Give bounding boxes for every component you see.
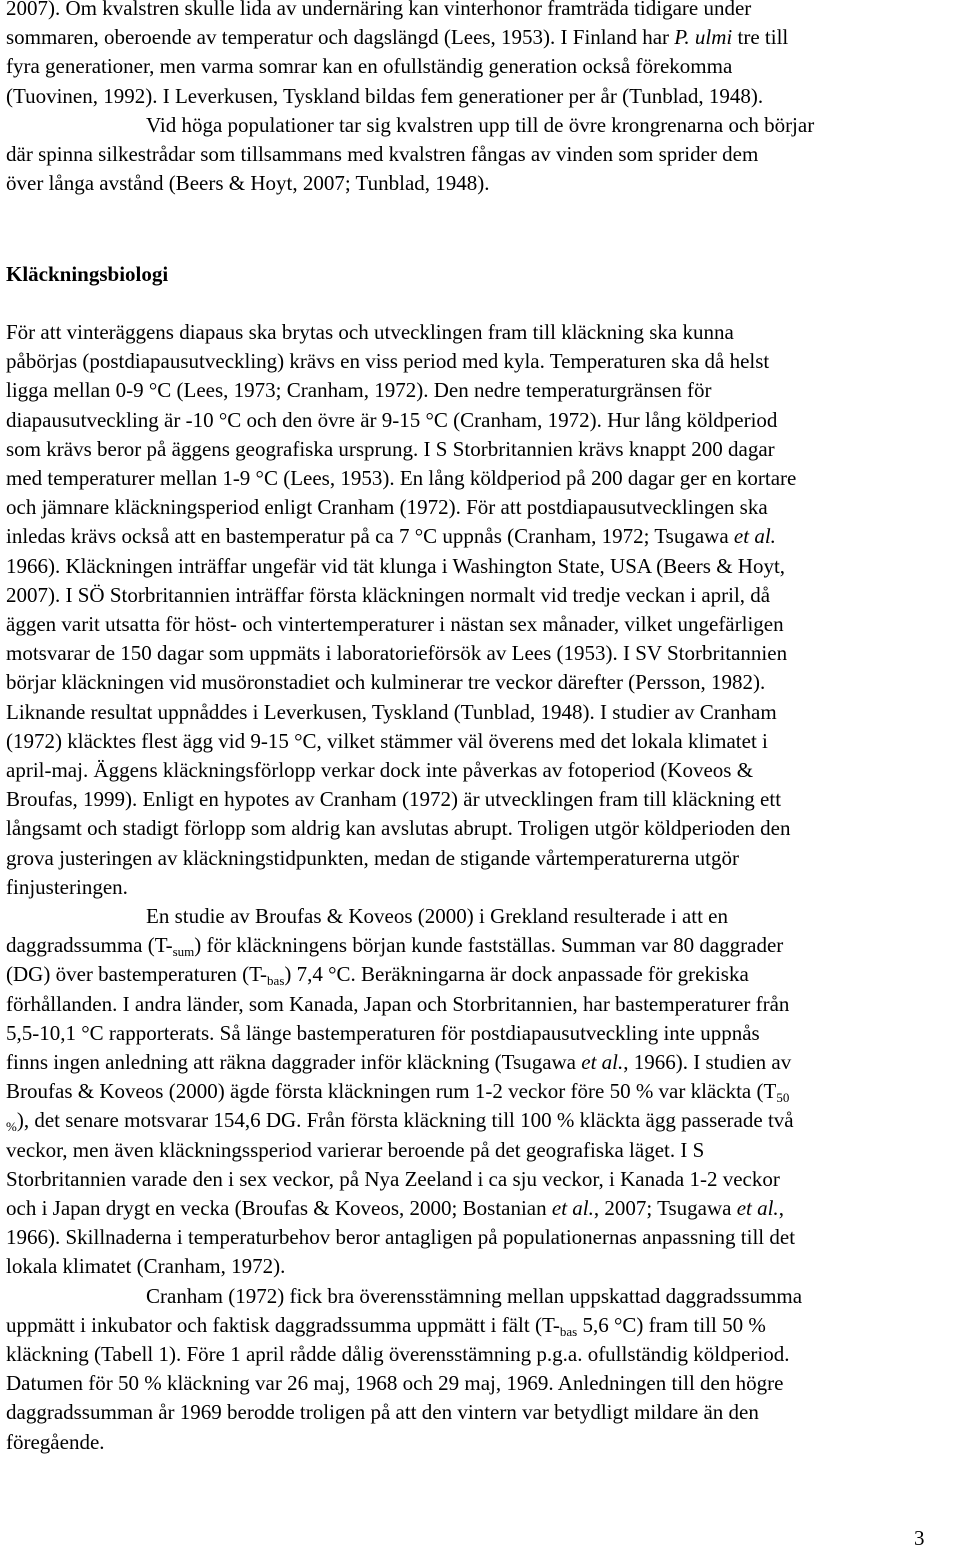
section-heading: Kläckningsbiologi xyxy=(6,262,169,286)
text-segment: som krävs beror på äggens geografiska ursprung. I S Storbritannien krävs knappt 200 dagar xyxy=(6,436,775,461)
text-segment: Broufas, 1999). Enligt en hypotes av Cranham (1972) är utvecklingen fram till kläckning ett xyxy=(6,787,782,812)
text-segment: fyra generationer, men varma somrar kan en ofullständig generation också förekomma xyxy=(6,54,733,79)
text-line xyxy=(6,1311,766,1340)
subscript-text: bas xyxy=(267,973,285,989)
text-segment: grova justeringen av kläckningstidpunkten, medan de stigande vårtemperaturerna utgör xyxy=(6,845,740,870)
text-line xyxy=(6,610,784,639)
text-line xyxy=(6,756,753,785)
text-line xyxy=(6,931,783,960)
text-segment: ) för kläckningens början kunde fastställas. Summan var 80 daggrader xyxy=(194,933,784,958)
text-line xyxy=(6,23,788,52)
text-line xyxy=(6,169,490,198)
text-line xyxy=(6,347,769,376)
text-line xyxy=(146,111,814,140)
text-line xyxy=(6,1252,285,1281)
text-segment: (Tuovinen, 1992). I Leverkusen, Tyskland bildas fem generationer per år (Tunblad, 1948). xyxy=(6,83,764,108)
text-line xyxy=(6,52,732,81)
text-segment: För att vinteräggens diapaus ska brytas och utvecklingen fram till kläckning ska kunna xyxy=(6,320,734,344)
text-segment: 1966). Skillnaderna i temperaturbehov beror antagligen på populationernas anpassning till det xyxy=(6,1225,796,1250)
text-segment: finjusteringen. xyxy=(6,874,128,899)
text-segment: 1966). Kläckningen inträffar ungefär vid tät klunga i Washington State, USA (Beers & Hoyt, xyxy=(6,553,786,578)
text-segment: april-maj. Äggens kläckningsförlopp verkar dock inte påverkas av fotoperiod (Koveos & xyxy=(6,758,754,782)
text-segment: Vid höga populationer tar sig kvalstren upp till de övre krongrenarna och börjar xyxy=(146,112,815,137)
text-segment: långsamt och stadigt förlopp som aldrig kan avslutas abrupt. Troligen utgör köldperioden den xyxy=(6,816,791,841)
text-segment: , 1966). I studien av xyxy=(623,1050,792,1074)
text-segment: 2007). Om kvalstren skulle lida av undernäring kan vinterhonor framträda tidigare under xyxy=(6,0,752,20)
subscript-text: % xyxy=(6,1119,17,1135)
text-segment: diapausutveckling är -10 °C och den övre är 9-15 °C (Cranham, 1972). Hur lång köldperiod xyxy=(6,407,778,432)
text-segment: 5,6 °C) fram till 50 % xyxy=(577,1312,766,1337)
italic-text: ulmi xyxy=(694,25,733,50)
text-segment: En studie av Broufas & Koveos (2000) i Grekland resulterade i att en xyxy=(146,904,729,928)
text-segment: 2007). I SÖ Storbritannien inträffar första kläckningen normalt vid tredje veckan i april, då xyxy=(6,582,771,607)
text-line xyxy=(6,376,711,405)
text-segment: ligga mellan 0-9 °C (Lees, 1973; Cranham, 1972). Den nedre temperaturgränsen för xyxy=(6,378,712,403)
text-line xyxy=(6,435,775,464)
text-line xyxy=(6,990,789,1019)
text-line xyxy=(6,140,758,169)
text-segment: inledas krävs också att en bastemperatur på ca 7 °C uppnås (Cranham, 1972; Tsugawa xyxy=(6,524,734,549)
text-line xyxy=(6,581,770,610)
text-line xyxy=(6,1048,791,1077)
text-line xyxy=(6,814,790,843)
text-line xyxy=(6,1428,105,1457)
text-line xyxy=(6,1077,789,1106)
text-line xyxy=(6,1194,784,1223)
text-line xyxy=(6,82,763,111)
text-segment: daggradssumman år 1969 berodde troligen på att den vintern var betydligt mildare än den xyxy=(6,1400,759,1425)
text-segment: över långa avstånd (Beers & Hoyt, 2007; Tunblad, 1948). xyxy=(6,171,490,196)
text-line xyxy=(6,464,796,493)
text-line xyxy=(6,727,768,756)
text-line xyxy=(6,960,749,989)
text-segment: påbörjas (postdiapausutveckling) krävs en viss period med kyla. Temperaturen ska då helst xyxy=(6,349,770,374)
italic-text: et al. xyxy=(581,1050,624,1074)
text-segment: (DG) över bastemperaturen (T- xyxy=(6,962,268,987)
text-segment: , 2007; Tsugawa xyxy=(593,1196,737,1220)
text-line xyxy=(6,0,751,23)
text-segment: föregående. xyxy=(6,1429,105,1454)
text-segment: ) 7,4 °C. Beräkningarna är dock anpassade för grekiska xyxy=(284,962,749,987)
text-line xyxy=(6,552,785,581)
text-segment: lokala klimatet (Cranham, 1972). xyxy=(6,1254,286,1279)
text-line xyxy=(6,1106,794,1135)
text-segment: förhållanden. I andra länder, som Kanada, Japan och Storbritannien, har bastemperaturer från xyxy=(6,991,790,1016)
text-line xyxy=(6,785,781,814)
text-line xyxy=(6,493,768,522)
text-line xyxy=(6,1369,783,1398)
text-segment: uppmätt i inkubator och faktisk daggradssumma uppmätt i fält (T- xyxy=(6,1312,560,1337)
text-segment: finns ingen anledning att räkna daggrader inför kläckning (Tsugawa xyxy=(6,1050,582,1074)
text-segment: 5,5-10,1 °C rapporterats. Så länge bastemperaturen för postdiapausutveckling inte uppnås xyxy=(6,1020,760,1045)
text-line xyxy=(6,1165,780,1194)
text-line xyxy=(6,639,787,668)
text-line xyxy=(6,668,765,697)
text-segment: där spinna silkestrådar som tillsammans med kvalstren fångas av vinden som sprider dem xyxy=(6,142,759,166)
text-segment: äggen varit utsatta för höst- och vintertemperaturer i nästan sex månader, vilket ungefärligen xyxy=(6,612,784,636)
text-segment: Broufas & Koveos (2000) ägde första kläckningen rum 1-2 veckor före 50 % var kläckta (T xyxy=(6,1079,777,1104)
text-line xyxy=(6,1019,760,1048)
text-line xyxy=(146,1282,802,1311)
text-line xyxy=(6,1340,790,1369)
text-segment: ), det senare motsvarar 154,6 DG. Från första kläckning till 100 % kläckta ägg passerade två xyxy=(16,1108,794,1133)
italic-text: et al. xyxy=(733,524,776,549)
text-line xyxy=(6,1398,759,1427)
text-line xyxy=(6,873,128,902)
subscript-text: bas xyxy=(559,1323,578,1339)
text-line xyxy=(6,1223,795,1252)
text-segment: Storbritannien varade den i sex veckor, på Nya Zeeland i ca sju veckor, i Kanada 1-2 veckor xyxy=(6,1166,780,1191)
subscript-text: sum xyxy=(172,944,195,960)
text-line xyxy=(6,406,777,435)
italic-text: et al. xyxy=(736,1196,779,1220)
text-line xyxy=(6,522,776,551)
text-segment: Cranham (1972) fick bra överensstämning mellan uppskattad daggradssumma xyxy=(146,1283,803,1308)
text-segment: börjar kläckningen vid musöronstadiet och kulminerar tre veckor därefter (Persson, 1982). xyxy=(6,670,766,695)
text-line xyxy=(6,698,777,727)
text-segment: sommaren, oberoende av temperatur och dagslängd (Lees, 1953). I Finland har xyxy=(6,25,675,50)
text-line xyxy=(146,902,728,931)
subscript-text: 50 xyxy=(776,1090,790,1106)
text-segment: och i Japan drygt en vecka (Broufas & Koveos, 2000; Bostanian xyxy=(6,1196,552,1220)
page-number: 3 xyxy=(914,1526,925,1550)
text-segment: Datumen för 50 % kläckning var 26 maj, 1968 och 29 maj, 1969. Anledningen till den högre xyxy=(6,1371,784,1396)
text-segment: och jämnare kläckningsperiod enligt Cranham (1972). För att postdiapausutvecklingen ska xyxy=(6,495,768,520)
text-segment: daggradssumma (T- xyxy=(6,933,173,958)
italic-text: et al. xyxy=(551,1196,594,1220)
italic-text: P. xyxy=(674,25,690,50)
text-line xyxy=(6,318,734,347)
text-segment: kläckning (Tabell 1). Före 1 april rådde dålig överensstämning p.g.a. ofullständig köldperiod. xyxy=(6,1342,790,1366)
text-segment: motsvarar de 150 dagar som uppmäts i laboratorieförsök av Lees (1953). I SV Storbritannien xyxy=(6,641,788,666)
text-segment: (1972) kläcktes flest ägg vid 9-15 °C, vilket stämmer väl överens med det lokala klimatet i xyxy=(6,728,768,753)
text-segment: veckor, men även kläckningssperiod varierar beroende på det geografiska läget. I S xyxy=(6,1137,705,1162)
text-segment: , xyxy=(778,1196,784,1220)
text-segment: med temperaturer mellan 1-9 °C (Lees, 1953). En lång köldperiod på 200 dagar ger en kortare xyxy=(6,466,797,490)
text-segment: Liknande resultat uppnåddes i Leverkusen, Tyskland (Tunblad, 1948). I studier av Cranham xyxy=(6,699,777,724)
text-segment: tre till xyxy=(732,25,789,50)
text-line xyxy=(6,1136,704,1165)
text-line xyxy=(6,844,739,873)
